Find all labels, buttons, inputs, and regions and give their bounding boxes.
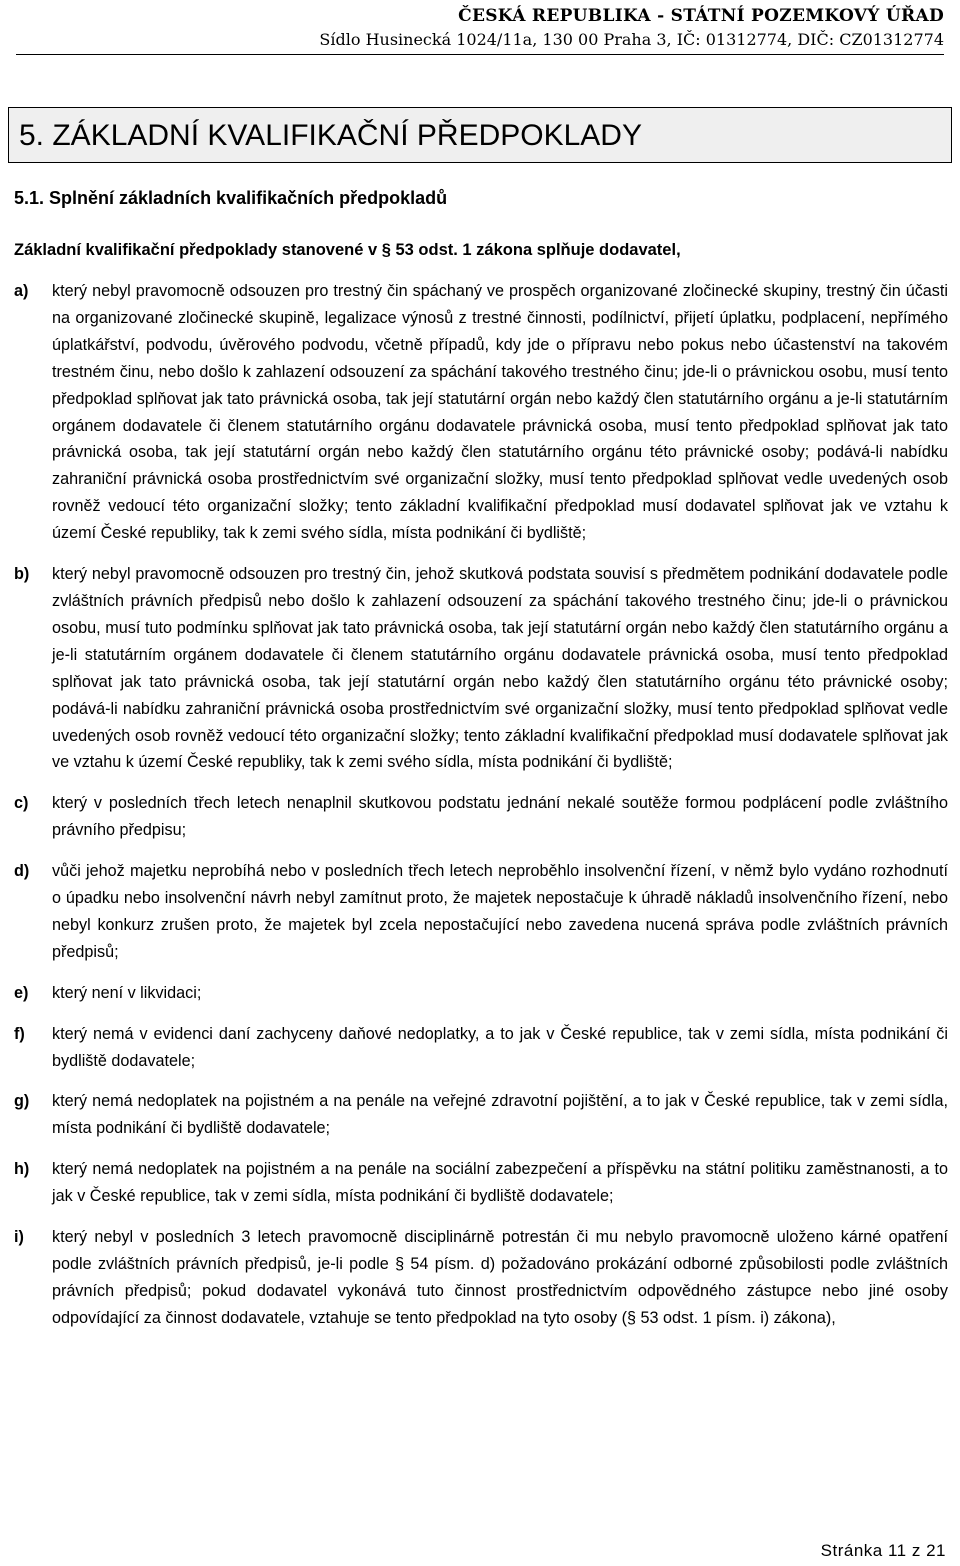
requirements-list: [14, 278, 948, 1346]
section-heading: 5. ZÁKLADNÍ KVALIFIKAČNÍ PŘEDPOKLADY: [8, 107, 952, 163]
item-text: který nebyl pravomocně odsouzen pro trestný čin, jehož skutková podstata souvisí s předmětem podnikání dodavatele podle zvláštních právních předpisů nebo došlo k zahlazení odsouzení za spáchání takového trestného činu; jde-li o právnickou osobu, musí tuto podmínku splňovat jak tato právnická osoba, tak její statutární orgán nebo každý člen statutárního orgánu a je-li statutárním orgánem dodavatele či členem statutárního orgánu dodavatele právnická osoba, musí tento předpoklad splňovat jak tato právnická osoba, tak její statutární orgán nebo každý člen statutárního orgánu této právnické osoby; podává-li nabídku zahraniční právnická osoba prostřednictvím své organizační složky, musí tento předpoklad splňovat vedle uvedených osob rovněž vedoucí této organizační složky; tento základní kvalifikační předpoklad musí dodavatele splňovat jak ve vztahu k území České republiky, tak k zemi svého sídla, místa podnikání či bydliště;: [52, 565, 948, 772]
item-text: vůči jehož majetku neprobíhá nebo v posledních třech letech neproběhlo insolvenční řízení, v němž bylo vydáno rozhodnutí o úpadku nebo insolvenční návrh nebyl zamítnut proto, že majetek nepostačuje k úhradě nákladů insolvenčního řízení, nebo nebyl konkurz zrušen proto, že majetek byl zcela nepostačující nebo zavedena nucená správa podle zvláštních právních předpisů;: [52, 862, 948, 961]
list-item: [14, 790, 948, 844]
list-item: [14, 858, 948, 966]
item-label: e): [14, 983, 29, 1002]
item-text: který v posledních třech letech nenaplnil skutkovou podstatu jednání nekalé soutěže formou podplácení podle zvláštního právního předpisu;: [52, 794, 948, 840]
item-text: který nebyl pravomocně odsouzen pro trestný čin spáchaný ve prospěch organizované zločinecké skupiny, trestný čin účasti na organizované zločinecké skupině, legalizace výnosů z trestné činnosti, podílnictví, přijetí úplatku, podplacení, nepřímého úplatkářství, podvodu, úvěrového podvodu, včetně případů, kdy jde o přípravu nebo pokus nebo účastenství na takovém trestném činu, nebo došlo k zahlazení odsouzení za spáchání takového trestného činu; jde-li o právnickou osobu, musí tento předpoklad splňovat jak tato právnická osoba, tak její statutární orgán nebo každý člen statutárního orgánu a je-li statutárním orgánem dodavatele či členem statutárního orgánu dodavatele právnická osoba, musí tento předpoklad splňovat jak tato právnická osoba, tak její statutární orgán nebo každý člen statutárního orgánu této právnické osoby; podává-li nabídku zahraniční právnická osoba prostřednictvím své organizační složky, musí tento předpoklad splňovat vedle uvedených osob rovněž vedoucí této organizační složky; tento základní kvalifikační předpoklad musí dodavatel splňovat jak ve vztahu k území České republiky, tak k zemi svého sídla, místa podnikání či bydliště;: [52, 282, 948, 543]
item-label: b): [14, 565, 30, 584]
intro-text: Základní kvalifikační předpoklady stanovené v § 53 odst. 1 zákona splňuje dodavatel,: [14, 241, 681, 259]
list-item: [14, 1156, 948, 1210]
item-text: který nemá v evidenci daní zachyceny daňové nedoplatky, a to jak v České republice, tak v zemi sídla, místa podnikání či bydliště dodavatele;: [52, 1024, 948, 1070]
list-item: [14, 1088, 948, 1142]
item-text: který nemá nedoplatek na pojistném a na penále na sociální zabezpečení a příspěvku na státní politiku zaměstnanosti, a to jak v České republice, tak v zemi sídla, místa podnikání či bydliště dodavatele;: [52, 1160, 948, 1206]
item-label: f): [14, 1024, 25, 1043]
page-number: Stránka 11 z 21: [820, 1541, 946, 1560]
list-item: [14, 561, 948, 776]
intro-paragraph: [14, 238, 681, 262]
item-label: a): [14, 282, 29, 300]
subsection-heading: 5.1. Splnění základních kvalifikačních předpokladů: [14, 188, 448, 208]
list-item: [14, 278, 948, 547]
item-text: který nemá nedoplatek na pojistném a na penále na veřejné zdravotní pojištění, a to jak v České republice, tak v zemi sídla, místa podnikání či bydliště dodavatele;: [52, 1092, 948, 1138]
item-label: i): [14, 1228, 24, 1247]
header-divider: [16, 54, 944, 55]
organization-name: ČESKÁ REPUBLIKA - STÁTNÍ POZEMKOVÝ ÚŘAD: [458, 6, 944, 26]
item-label: g): [14, 1092, 30, 1111]
letterhead: [0, 4, 960, 52]
item-label: h): [14, 1160, 30, 1179]
item-text: který není v likvidaci;: [52, 983, 202, 1002]
organization-address: Sídlo Husinecká 1024/11a, 130 00 Praha 3, IČ: 01312774, DIČ: CZ01312774: [319, 30, 944, 49]
item-label: d): [14, 862, 30, 881]
list-item: [14, 1224, 948, 1332]
item-text: který nebyl v posledních 3 letech pravomocně disciplinárně potrestán či mu nebylo pravomocně uloženo kárné opatření podle zvláštních právních předpisů, je-li podle § 54 písm. d) požadováno prokázání odborné způsobilosti podle zvláštních právních předpisů; pokud dodavatel vykonává tuto činnost prostřednictvím odpovědného zástupce nebo jiné osoby odpovídající za činnost dodavatele, vztahuje se tento předpoklad na tyto osoby (§ 53 odst. 1 písm. i) zákona),: [52, 1228, 948, 1327]
list-item: [14, 1021, 948, 1075]
item-label: c): [14, 794, 29, 813]
list-item: [14, 980, 948, 1007]
